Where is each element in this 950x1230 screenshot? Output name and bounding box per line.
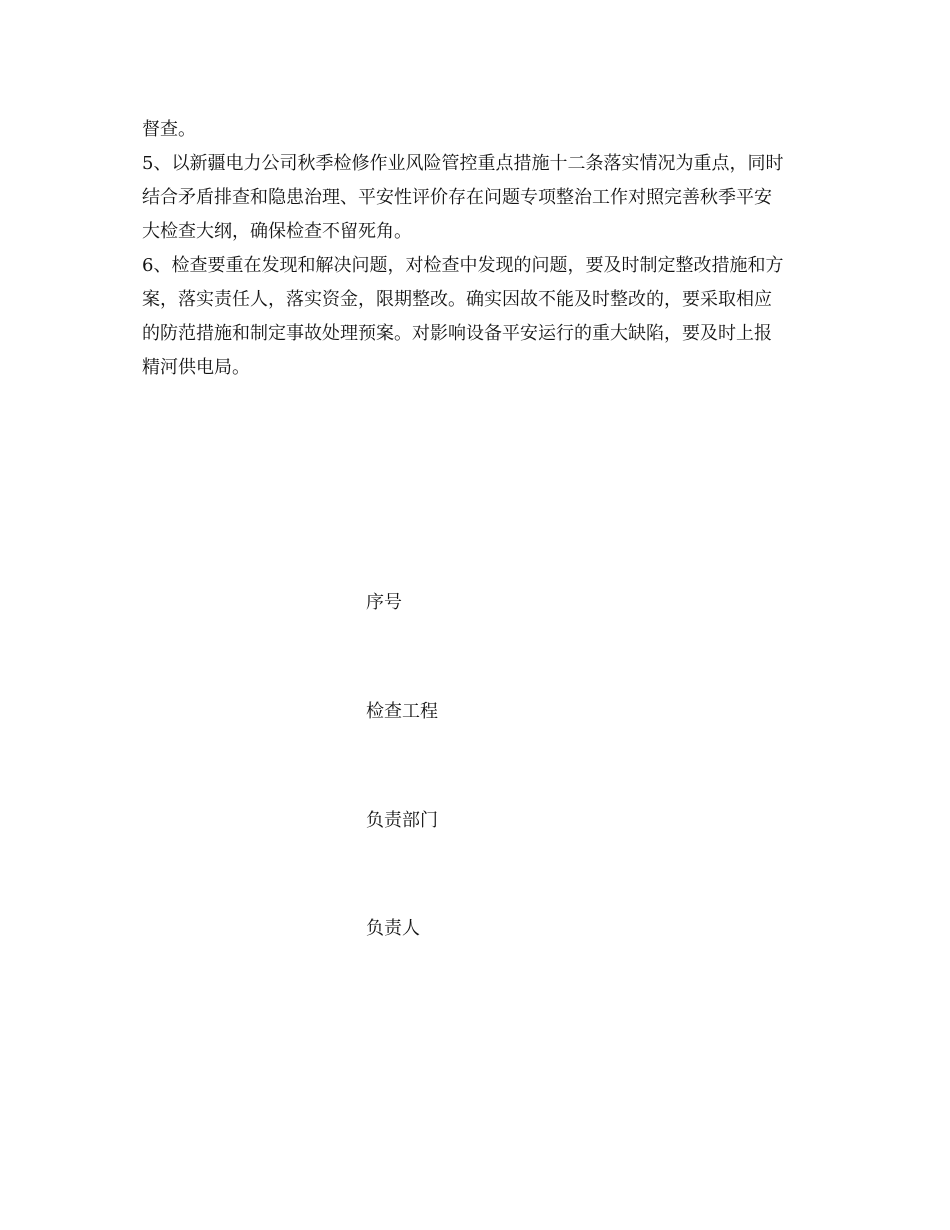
- text-line: 督查。: [142, 119, 196, 140]
- table-header-department: 负责部门: [366, 810, 438, 831]
- table-header-person-in-charge: 负责人: [366, 918, 420, 939]
- text-line: 精河供电局。: [142, 357, 250, 378]
- text-line: 6、检查要重在发现和解决问题，对检查中发现的问题，要及时制定整改措施和方: [142, 255, 784, 276]
- text-line: 大检查大纲，确保检查不留死角。: [142, 221, 412, 242]
- table-header-inspection-item: 检查工程: [366, 701, 438, 722]
- text-line: 案，落实责任人，落实资金，限期整改。确实因故不能及时整改的，要采取相应: [142, 289, 772, 310]
- text-line: 的防范措施和制定事故处理预案。对影响设备平安运行的重大缺陷，要及时上报: [142, 323, 772, 344]
- body-text: [142, 113, 802, 385]
- text-line: 5、以新疆电力公司秋季检修作业风险管控重点措施十二条落实情况为重点，同时: [142, 153, 784, 174]
- table-header-index: 序号: [366, 592, 402, 613]
- text-line: 结合矛盾排查和隐患治理、平安性评价存在问题专项整治工作对照完善秋季平安: [142, 187, 772, 208]
